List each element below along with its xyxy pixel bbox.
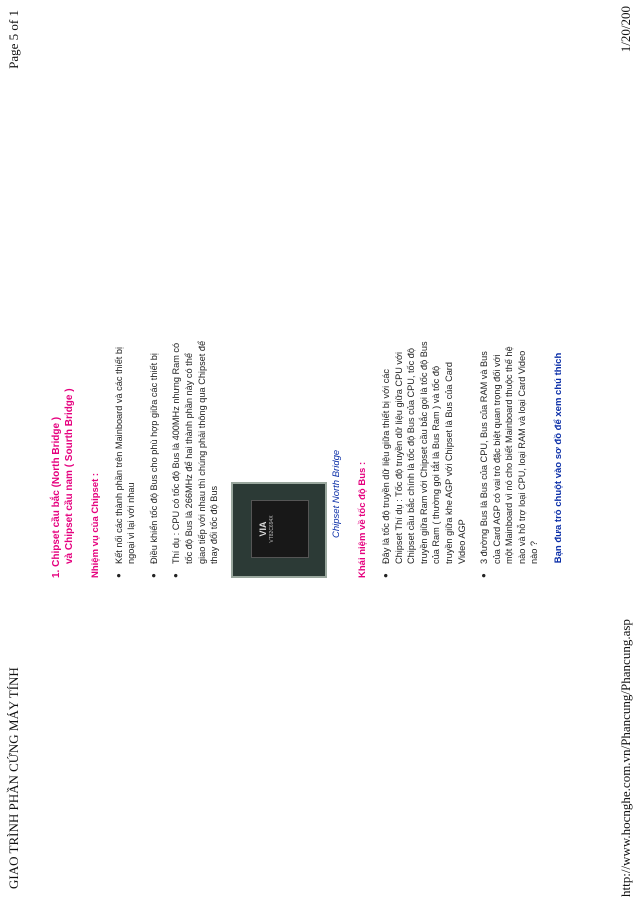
chip-logo: VIA: [257, 521, 268, 537]
page-number: Page 5 of 1: [6, 10, 21, 69]
footer-date: 1/20/200: [618, 6, 633, 53]
list-item: ● 3 đường Bus là Bus của CPU, Bus của RAM và Bus của Card AGP có vai trò đặc biệt quan trọng đối với một Mainboard vì nó cho biết Mainboard thuộc thế hệ nào và hỗ trợ loại CPU, loại RAM và loại Card Video nào ?: [478, 338, 541, 564]
task-list: [113, 338, 221, 578]
list-item: ● Kết nối các thành phần trên Mainboard và các thiết bị ngoại vi lại với nhau: [113, 338, 138, 564]
heading-line-2: và Chipset cầu nam ( Sourth Bridge ): [64, 388, 75, 564]
chipset-figure: [231, 338, 344, 578]
diagram-hint: Bạn đưa trỏ chuột vào sơ đồ để xem chú thích: [553, 352, 565, 564]
chipset-image[interactable]: [231, 482, 327, 578]
chip-die: [251, 500, 309, 558]
document-title: GIAO TRÌNH PHẦN CỨNG MÁY TÍNH: [6, 667, 21, 889]
list-item: ● Điều khiển tốc độ Bus cho phù hợp giữa các thiết bị: [148, 338, 161, 564]
section-title-tasks: Nhiệm vụ của Chipset :: [90, 472, 101, 578]
footer-url[interactable]: http://www.hocnghe.com.vn/Phancung/Phancung.asp: [618, 619, 633, 897]
heading-line-1: 1. Chipset cầu bắc (North Bridge ): [51, 416, 62, 578]
section-title-bus: Khái niệm về tốc độ Bus :: [357, 461, 369, 578]
section-heading: [50, 338, 76, 578]
chip-label: VT82C694X: [268, 515, 275, 543]
bus-list: [380, 338, 541, 578]
list-item: ● Thí dụ : CPU có tốc độ Bus là 400MHz nhưng Ram có tốc độ Bus là 266MHz để hai thành phần này có thể giao tiếp với nhau thì chúng phải thông qua Chipset để thay đổi tốc độ Bus: [170, 338, 220, 564]
main-content: [50, 338, 566, 578]
figure-caption: Chipset North Bridge: [330, 449, 342, 538]
list-item: ● Đây là tốc độ truyền dữ liệu giữa thiết bị với các Chipset Thí dụ : Tốc độ truyền dữ liệu giữa CPU với Chipset cầu bắc chính là tốc độ Bus của CPU, tốc độ truyền giữa Ram với Chipset cầu bắc gọi là tốc độ Bus của Ram ( thường gọi tắt là Bus Ram ) và tốc độ truyền giữa khe AGP với Chipset là Bus của Card Video AGP: [380, 338, 468, 564]
